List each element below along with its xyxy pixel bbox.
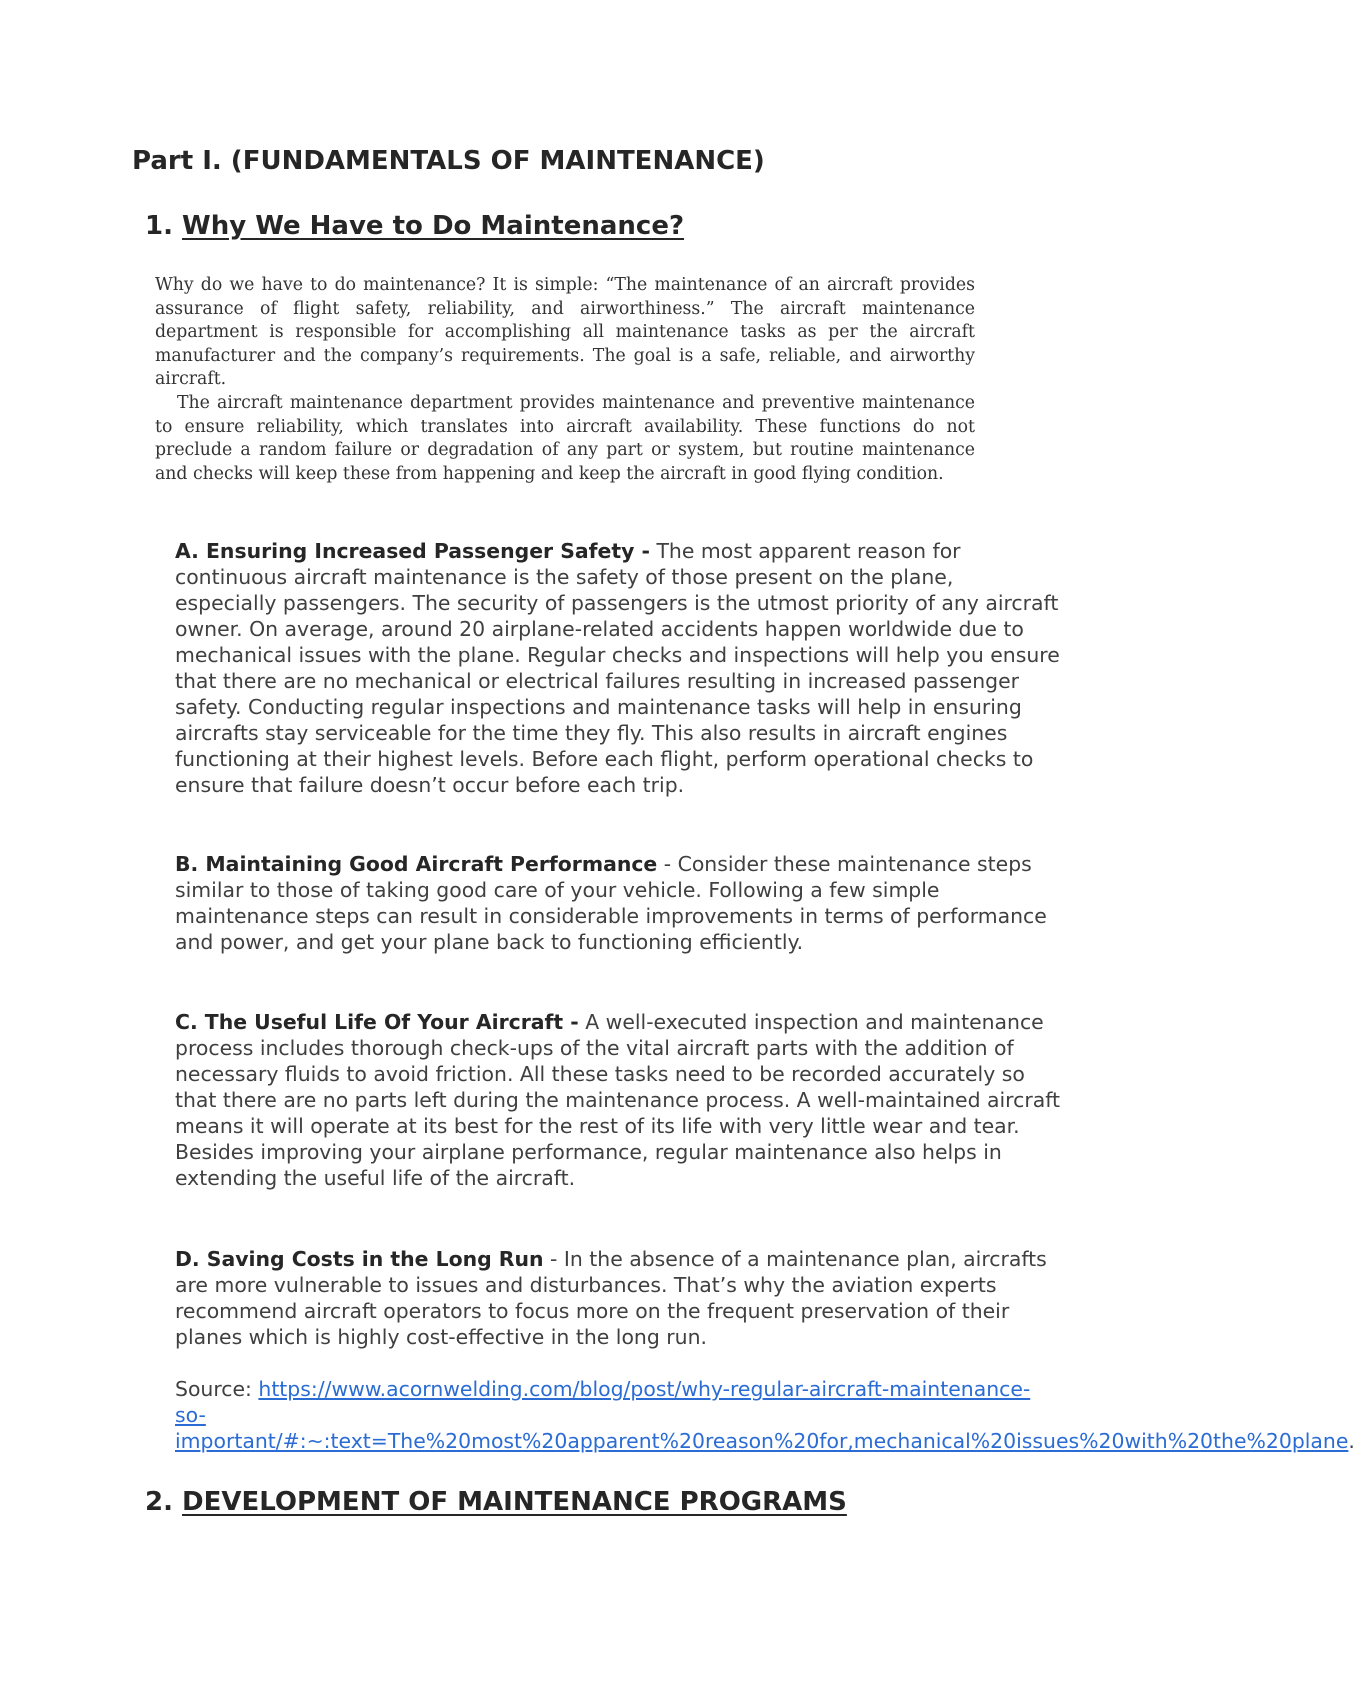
item-c-heading: C. The Useful Life Of Your Aircraft -: [175, 1010, 579, 1034]
item-a-body: The most apparent reason for continuous aircraft maintenance is the safety of those present on the plane, especially passengers. The security of passengers is the utmost priority of any aircraft owner. On average, around 20 airplane-related accidents happen worldwide due to mechanical issues with the plane. Regular checks and inspections will help you ensure that there are no mechanical or electrical failures resulting in increased passenger safety. Conducting regular inspections and maintenance tasks will help in ensuring aircrafts stay serviceable for the time they fly. This also results in aircraft engines functioning at their highest levels. Before each flight, perform operational checks to ensure that failure doesn’t occur before each trip.: [175, 539, 1060, 797]
scanned-book-excerpt: [155, 274, 975, 486]
section-2-title: DEVELOPMENT OF MAINTENANCE PROGRAMS: [182, 1487, 847, 1517]
item-d-heading: D. Saving Costs in the Long Run: [175, 1247, 544, 1271]
source-label: Source:: [175, 1377, 259, 1401]
section-2-heading: [145, 1487, 847, 1517]
item-c-body: A well-executed inspection and maintenance process includes thorough check-ups of the vital aircraft parts with the addition of necessary fluids to avoid friction. All these tasks need to be recorded accurately so that there are no parts left during the maintenance process. A well-maintained aircraft means it will operate at its best for the rest of its life with very little wear and tear. Besides improving your airplane performance, regular maintenance also helps in extending the useful life of the aircraft.: [175, 1010, 1061, 1190]
item-b-body: - Consider these maintenance steps similar to those of taking good care of your vehicle. Following a few simple maintenance steps can result in considerable improvements in terms of performance and power, and get your plane back to functioning efficiently.: [175, 852, 1047, 954]
section-1-title: Why We Have to Do Maintenance?: [182, 211, 685, 241]
part-title: Part I. (FUNDAMENTALS OF MAINTENANCE): [132, 146, 765, 176]
item-d-body: - In the absence of a maintenance plan, aircrafts are more vulnerable to issues and disturbances. That’s why the aviation experts recommend aircraft operators to focus more on the frequent preservation of their planes which is highly cost-effective in the long run.: [175, 1247, 1047, 1349]
item-a-heading: A. Ensuring Increased Passenger Safety -: [175, 539, 650, 563]
item-a-passenger-safety: [175, 538, 1060, 798]
item-b-heading: B. Maintaining Good Aircraft Performance: [175, 852, 658, 876]
item-d-saving-costs: [175, 1246, 1060, 1350]
excerpt-paragraph-1: Why do we have to do maintenance? It is simple: “The maintenance of an aircraft provides assurance of flight safety, reliability, and airworthiness.” The aircraft maintenance department is responsible for accomplishing all maintenance tasks as per the aircraft manufacturer and the company’s requirements. The goal is a safe, reliable, and airworthy aircraft.: [155, 275, 975, 390]
source-citation: [175, 1376, 1355, 1454]
section-1-heading: [145, 211, 684, 241]
excerpt-paragraph-2: The aircraft maintenance department provides maintenance and preventive maintenance to ensure reliability, which translates into aircraft availability. These functions do not preclude a random failure or degradation of any part or system, but routine maintenance and checks will keep these from happening and keep the aircraft in good flying condition.: [155, 392, 975, 484]
source-link[interactable]: https://www.acornwelding.com/blog/post/why-regular-aircraft-maintenance-so-important/#:~:text=The%20most%20apparent%20reason%20for,mechanical%20issues%20with%20the%20plane: [175, 1377, 1349, 1453]
section-1-number: 1.: [145, 211, 173, 241]
item-b-aircraft-performance: [175, 851, 1060, 955]
item-c-useful-life: [175, 1009, 1060, 1191]
section-2-number: 2.: [145, 1487, 173, 1517]
source-suffix: .: [1348, 1429, 1355, 1453]
